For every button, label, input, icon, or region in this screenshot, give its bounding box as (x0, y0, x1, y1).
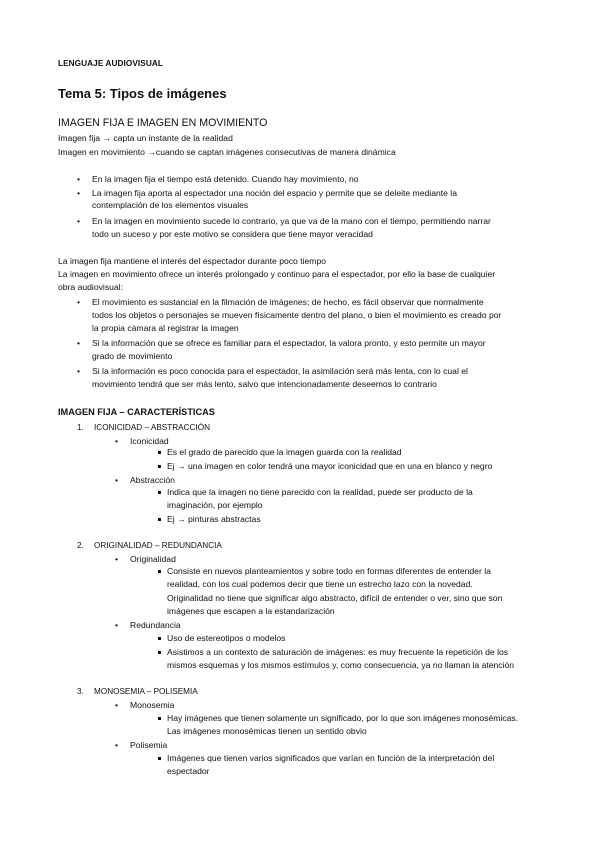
list-number: 3. (77, 687, 84, 696)
bullet-text: El movimiento es sustancial en la filmación de imágenes; de hecho, es fácil observar que normalmente (92, 297, 484, 307)
square-bullet-icon (158, 518, 161, 521)
square-bullet-icon (158, 465, 161, 468)
definition-fija: Imagen fija → capta un instante de la realidad (58, 133, 233, 143)
sub-heading: Iconicidad (130, 436, 169, 446)
doc-header: LENGUAJE AUDIOVISUAL (58, 59, 163, 68)
bullet-text: todo un suceso y por este motivo se considera que tiene mayor veracidad (92, 229, 373, 239)
bullet-text: Originalidad no tiene que significar algo abstracto, difícil de entender o ver, sino que son (167, 593, 503, 603)
bullet-text: En la imagen en movimiento sucede lo contrario, ya que va de la mano con el tiempo, permitiendo narrar (92, 216, 491, 226)
bullet-icon (115, 475, 118, 486)
bullet-icon (77, 338, 80, 349)
bullet-icon (77, 216, 80, 227)
list-number: 1. (77, 423, 84, 432)
bullet-text: imágenes que escapen a la estandarización (167, 606, 335, 616)
bullet-icon (77, 366, 80, 377)
bullet-text: Consiste en nuevos planteamientos y sobre todo en formas diferentes de entender la (167, 566, 491, 576)
paragraph-line: obra audiovisual: (58, 282, 123, 292)
square-bullet-icon (158, 570, 161, 573)
sub-heading: Redundancia (130, 620, 181, 630)
sub-heading: Monosemia (130, 700, 175, 710)
bullet-icon (77, 174, 80, 185)
bullet-text: Las imágenes monosémicas tienen un sentido obvio (167, 726, 367, 736)
bullet-text: Imágenes que tienen varios significados que varían en función de la interpretación del (167, 753, 495, 763)
section-heading-fija-movimiento: IMAGEN FIJA E IMAGEN EN MOVIMIENTO (58, 117, 268, 129)
page-title: Tema 5: Tipos de imágenes (58, 86, 227, 101)
bullet-text: movimiento tendrá que ser más lento, salvo que intencionadamente deseemos lo contrario (92, 379, 437, 389)
sub-heading: Polisemia (130, 740, 168, 750)
bullet-text: la propia cámara al registrar la imagen (92, 323, 239, 333)
bullet-icon (77, 188, 80, 199)
bullet-text: espectador (167, 766, 210, 776)
paragraph-line: La imagen en movimiento ofrece un interés prolongado y continuo para el espectador, por ello la base de cualquier (58, 269, 496, 279)
sub-heading: Abstracción (130, 475, 175, 485)
bullet-icon (77, 297, 80, 308)
bullet-text: Hay imágenes que tienen solamente un significado, por lo que son imágenes monosémicas. (167, 713, 519, 723)
bullet-text: Indica que la imagen no tiene parecido con la realidad, puede ser producto de la (167, 487, 473, 497)
numbered-item-title: ICONICIDAD – ABSTRACCIÓN (94, 423, 211, 432)
bullet-text: Es el grado de parecido que la imagen guarda con la realidad (167, 447, 402, 457)
bullet-text: contemplación de los elementos visuales (92, 200, 249, 210)
bullet-text: imaginación, por ejemplo (167, 500, 263, 510)
bullet-text: La imagen fija aporta al espectador una noción del espacio y permite que se deleite mediante la (92, 188, 457, 198)
square-bullet-icon (158, 451, 161, 454)
definition-movimiento: Imagen en movimiento →cuando se captan imágenes consecutivas de manera dinámica (58, 147, 396, 157)
square-bullet-icon (158, 757, 161, 760)
bullet-text: todos los objetos o personajes se mueven físicamente dentro del plano, o bien el movimiento es creado por (92, 310, 502, 320)
sub-heading: Originalidad (130, 554, 176, 564)
bullet-text: mismos esquemas y los mismos estímulos y, como consecuencia, ya no llaman la atención (167, 660, 515, 670)
bullet-text: En la imagen fija el tiempo está detenido. Cuando hay movimiento, no (92, 174, 359, 184)
paragraph-line: La imagen fija mantiene el interés del espectador durante poco tiempo (58, 256, 327, 266)
bullet-text: Asistimos a un contexto de saturación de imágenes: es muy frecuente la repetición de los (167, 647, 509, 657)
bullet-icon (115, 554, 118, 565)
bullet-text: realidad, con los cual podemos decir que tiene un estrecho lazo con la novedad. (167, 579, 473, 589)
bullet-icon (115, 740, 118, 751)
list-number: 2. (77, 541, 84, 550)
numbered-item-title: MONOSEMIA – POLISEMIA (94, 687, 198, 696)
square-bullet-icon (158, 651, 161, 654)
bullet-text: Ej → pinturas abstractas (167, 514, 261, 524)
bullet-text: Si la información que se ofrece es familiar para el espectador, la valora pronto, y esto permite un mayor (92, 338, 486, 348)
square-bullet-icon (158, 637, 161, 640)
numbered-item-title: ORIGINALIDAD – REDUNDANCIA (94, 541, 222, 550)
square-bullet-icon (158, 491, 161, 494)
bullet-text: Si la información es poco conocida para el espectador, la asimilación será más lenta, con lo cual el (92, 366, 468, 376)
square-bullet-icon (158, 717, 161, 720)
bullet-text: Uso de estereotipos o modelos (167, 633, 286, 643)
bullet-icon (115, 700, 118, 711)
bullet-text: grado de movimiento (92, 351, 173, 361)
bullet-text: Ej → una imagen en color tendrá una mayor iconicidad que en una en blanco y negro (167, 461, 493, 471)
section-heading-caracteristicas: IMAGEN FIJA – CARACTERÍSTICAS (58, 407, 215, 417)
bullet-icon (115, 620, 118, 631)
bullet-icon (115, 436, 118, 447)
